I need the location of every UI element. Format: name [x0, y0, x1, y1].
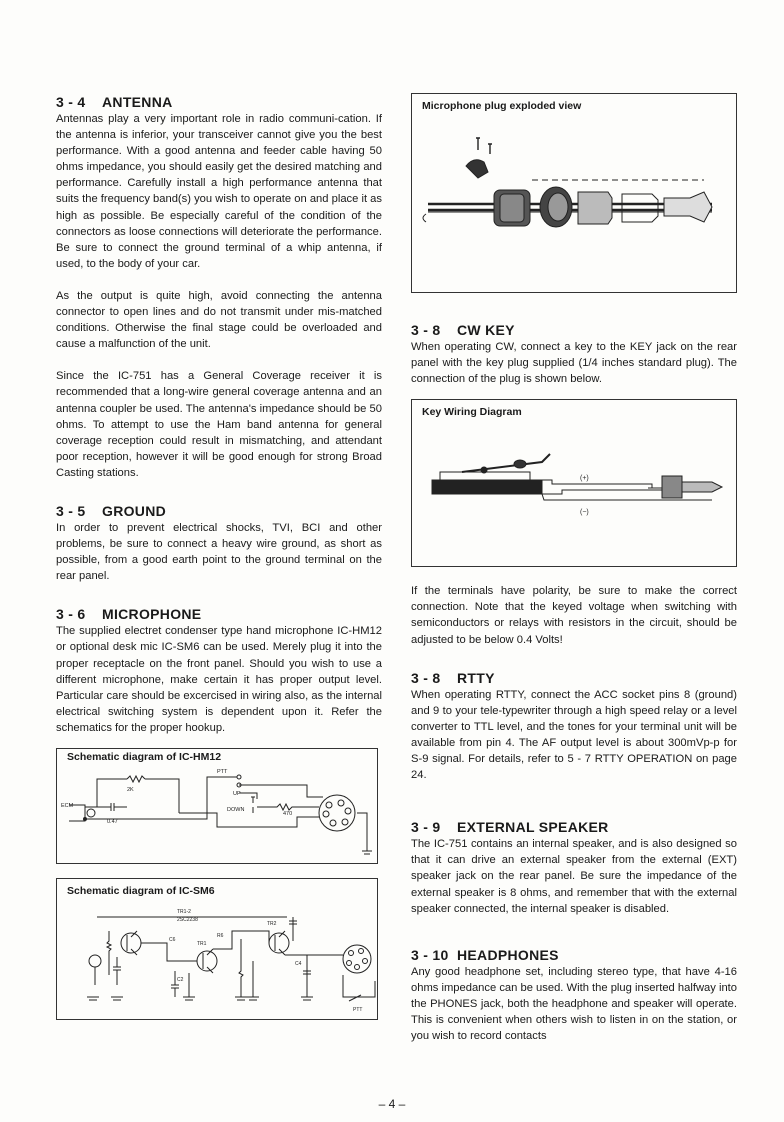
- sm6-label-tr1: TR1: [197, 941, 207, 947]
- sm6-label-tr12: TR1-2: [177, 909, 191, 915]
- key-wiring-figure-title: Key Wiring Diagram: [422, 406, 522, 419]
- hm12-label-470: 470: [283, 811, 293, 817]
- right-column: [411, 93, 737, 1044]
- key-wiring-plus-label: (+): [580, 475, 589, 483]
- key-wiring-drawing: [412, 424, 736, 564]
- section-heading-rtty: 3 - 8 RTTY: [411, 669, 495, 686]
- microphone-paragraph: The supplied electret condenser type hand microphone IC-HM12 or optional desk mic IC-SM6 can be used. Merely plug it into the proper receptacle on the front panel. Should you wish to use a different microphone, make certain it has proper output level. Particular care should be excercised in wiring also, as the internal electrical switching system is dependent upon it. Refer the schematics for the proper hookup.: [56, 625, 382, 734]
- hm12-figure-title: Schematic diagram of IC-HM12: [67, 751, 222, 763]
- hm12-schematic-figure: [56, 748, 378, 864]
- section-heading-headphones: 3 - 10 HEADPHONES: [411, 946, 559, 963]
- headphones-paragraph: Any good headphone set, including stereo type, that have 4-16 ohms impedance can be used. With the plug inserted halfway into the PHONES jack, both the headphone and speaker will operate. This is convenient when others wish to listen in on the station, or you wish to record contacts: [411, 965, 737, 1043]
- mic-plug-figure-title: Microphone plug exploded view: [422, 100, 582, 112]
- section-heading-cw-key: 3 - 8 CW KEY: [411, 322, 515, 338]
- sm6-schematic-figure: [56, 878, 378, 1020]
- cw-key-paragraph-1: When operating CW, connect a key to the KEY jack on the rear panel with the key plug supplied (1/4 inches standard plug). The connection of the plug is shown below.: [411, 341, 737, 386]
- hm12-label-2k: 2K: [127, 787, 134, 793]
- external-speaker-paragraph: The IC-751 contains an internal speaker, and is also designed so that it can drive an external speaker from the external (EXT) speaker jack on the rear panel. Be sure the impedance of the external speaker is 8 ohms, and remember that with the external speaker connected, the internal speaker is disabled.: [411, 838, 737, 915]
- hm12-label-ecm: ECM: [61, 803, 74, 809]
- sm6-label-c2: C2: [177, 977, 184, 983]
- section-heading-microphone: 3 - 6 MICROPHONE: [56, 606, 202, 623]
- antenna-paragraph-1: Antennas play a very important role in radio communi-cation. If the antenna is inferior, your transceiver cannot give you the best performance. With a good antenna and feeder cable having 50 ohms impedance, you should easily get the desired matching and performance. Carefully install a high performance antenna that suits the frequency band(s) you wish to operate on and place it as high as possible. Be especially careful of the condition of the connectors as loose connections will deteriorate the performance. Be sure to connect the ground terminal of a whip antenna, if used, to the body of your car.: [56, 113, 382, 270]
- hm12-schematic-drawing: [57, 767, 377, 863]
- mic-plug-figure: [411, 93, 737, 293]
- hm12-label-up: UP: [233, 791, 241, 797]
- sm6-label-c4: C4: [295, 961, 302, 967]
- key-wiring-figure: [411, 399, 737, 567]
- hm12-label-ptt: PTT: [217, 769, 228, 775]
- antenna-paragraph-3: Since the IC-751 has a General Coverage receiver it is recommended that a long-wire general coverage antenna and an antenna coupler be used. The antenna's impedance should be 50 ohms. To attempt to use the Ham band antenna for general coverage reception could result in mismatching, and attendant poor reception, however it will be good enough for strong Broad Casting stations.: [56, 370, 382, 479]
- section-heading-antenna: 3 - 4 ANTENNA: [56, 94, 173, 110]
- ground-paragraph: In order to prevent electrical shocks, TVI, BCI and other problems, be sure to connect a heavy wire ground, as short as possible, from a good earth point to the ground terminal on the rear panel.: [56, 521, 382, 583]
- mic-plug-drawing: [412, 118, 736, 288]
- hm12-label-down: DOWN: [227, 807, 245, 813]
- hm12-label-047: 0.47: [107, 819, 118, 825]
- section-heading-external-speaker: 3 - 9 EXTERNAL SPEAKER: [411, 819, 609, 836]
- sm6-label-r6: R6: [217, 933, 224, 939]
- sm6-schematic-drawing: [57, 901, 377, 1019]
- sm6-label-ptt: PTT: [353, 1007, 363, 1013]
- sm6-label-c6: C6: [169, 937, 176, 943]
- sm6-figure-title: Schematic diagram of IC-SM6: [67, 885, 215, 897]
- sm6-label-tr2: TR2: [267, 921, 277, 927]
- section-heading-ground: 3 - 5 GROUND: [56, 502, 167, 519]
- rtty-paragraph: When operating RTTY, connect the ACC socket pins 8 (ground) and 9 to your tele-typewriter through a high speed relay or a level converter to TTL level, and the tones for your terminal unit will be available from pin 4. The AF output level is about 300mVp-p for S-9 signal. For details, refer to 5 - 7 RTTY OPERATION on page 24.: [411, 688, 737, 782]
- page-number: – 4 –: [378, 1097, 406, 1111]
- key-wiring-minus-label: (−): [580, 509, 589, 517]
- left-column: [56, 94, 382, 1020]
- sm6-label-part: 2SC2238: [177, 917, 198, 923]
- antenna-paragraph-2: As the output is quite high, avoid connecting the antenna connector to open lines and do not transmit under mis-matched conditions. Otherwise the final stage could be overloaded and cause a malfunction of the unit.: [56, 289, 382, 351]
- cw-key-paragraph-2: If the terminals have polarity, be sure to make the correct connection. Note that the keyed voltage when switching with semiconductors or relays with resistors in the circuit, should be adjusted to be below 0.4 Volts!: [411, 585, 737, 646]
